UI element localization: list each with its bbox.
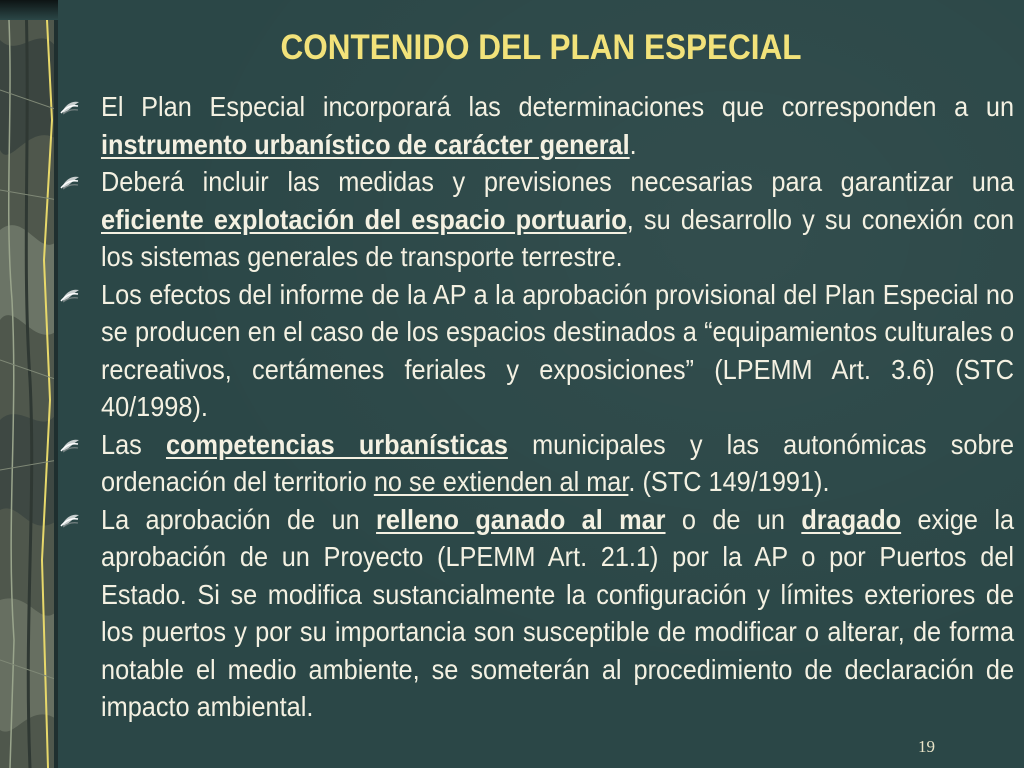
bullet-item-1: [101, 88, 1014, 163]
bullet-item-2: [101, 163, 1014, 276]
item-5-text-end: exige la aprobación de un Proyecto (LPEMM Art. 21.1) por la AP o por Puertos del Estado. Si se modifica sustancialmente la configuración y límites exteriores de los puertos y por su importancia son susceptible de modificar o alterar, de forma notable el medio ambiente, se someterán al procedimiento de declaración de impacto ambiental.: [101, 503, 1015, 722]
item-4-text-mid: municipales y las autonómicas sobre ordenación del territorio: [101, 428, 1015, 497]
item-4-text: Las: [101, 428, 166, 460]
item-1-text-end: .: [629, 128, 637, 160]
item-4-underlined: no se extienden al mar: [373, 466, 629, 497]
item-5-text: La aprobación de un: [101, 503, 377, 535]
bullet-list: [101, 88, 1014, 726]
item-3-text: Los efectos del informe de la AP a la aprobación provisional del Plan Especial no se producen en el caso de los espacios destinados a “equipamientos culturales o recreativos, certámenes feriales y exposiciones” (LPEMM Art. 3.6) (STC 40/1998).: [101, 278, 1015, 422]
swirl-bullet-icon: [59, 173, 81, 191]
item-5-emphasis-2: dragado: [801, 503, 902, 535]
item-4-emphasis: competencias urbanísticas: [165, 428, 508, 460]
item-2-emphasis: eficiente explotación del espacio portuario: [101, 203, 627, 235]
swirl-bullet-icon: [59, 511, 81, 529]
swirl-bullet-icon: [59, 286, 81, 304]
slide-title: CONTENIDO DEL PLAN ESPECIAL: [280, 28, 802, 67]
swirl-bullet-icon: [59, 98, 81, 116]
bullet-item-4: [101, 426, 1014, 501]
item-2-text: Deberá incluir las medidas y previsiones necesarias para garantizar una: [101, 166, 1015, 197]
bullet-item-3: [101, 276, 1014, 426]
decorative-map-strip: [0, 0, 58, 768]
swirl-bullet-icon: [59, 436, 81, 454]
map-texture-graphic: [0, 0, 58, 768]
bullet-item-5: [101, 501, 1014, 726]
item-2-text-end: , su desarrollo y su conexión con los sistemas generales de transporte terrestre.: [101, 203, 1015, 272]
item-4-text-end: . (STC 149/1991).: [628, 466, 830, 497]
item-5-emphasis-1: relleno ganado al mar: [376, 503, 666, 535]
item-1-text: El Plan Especial incorporará las determinaciones que corresponden a un: [101, 91, 1015, 122]
item-5-text-mid: o de un: [665, 503, 802, 535]
page-number: 19: [918, 737, 935, 756]
item-1-emphasis: instrumento urbanístico de carácter general: [101, 128, 630, 160]
